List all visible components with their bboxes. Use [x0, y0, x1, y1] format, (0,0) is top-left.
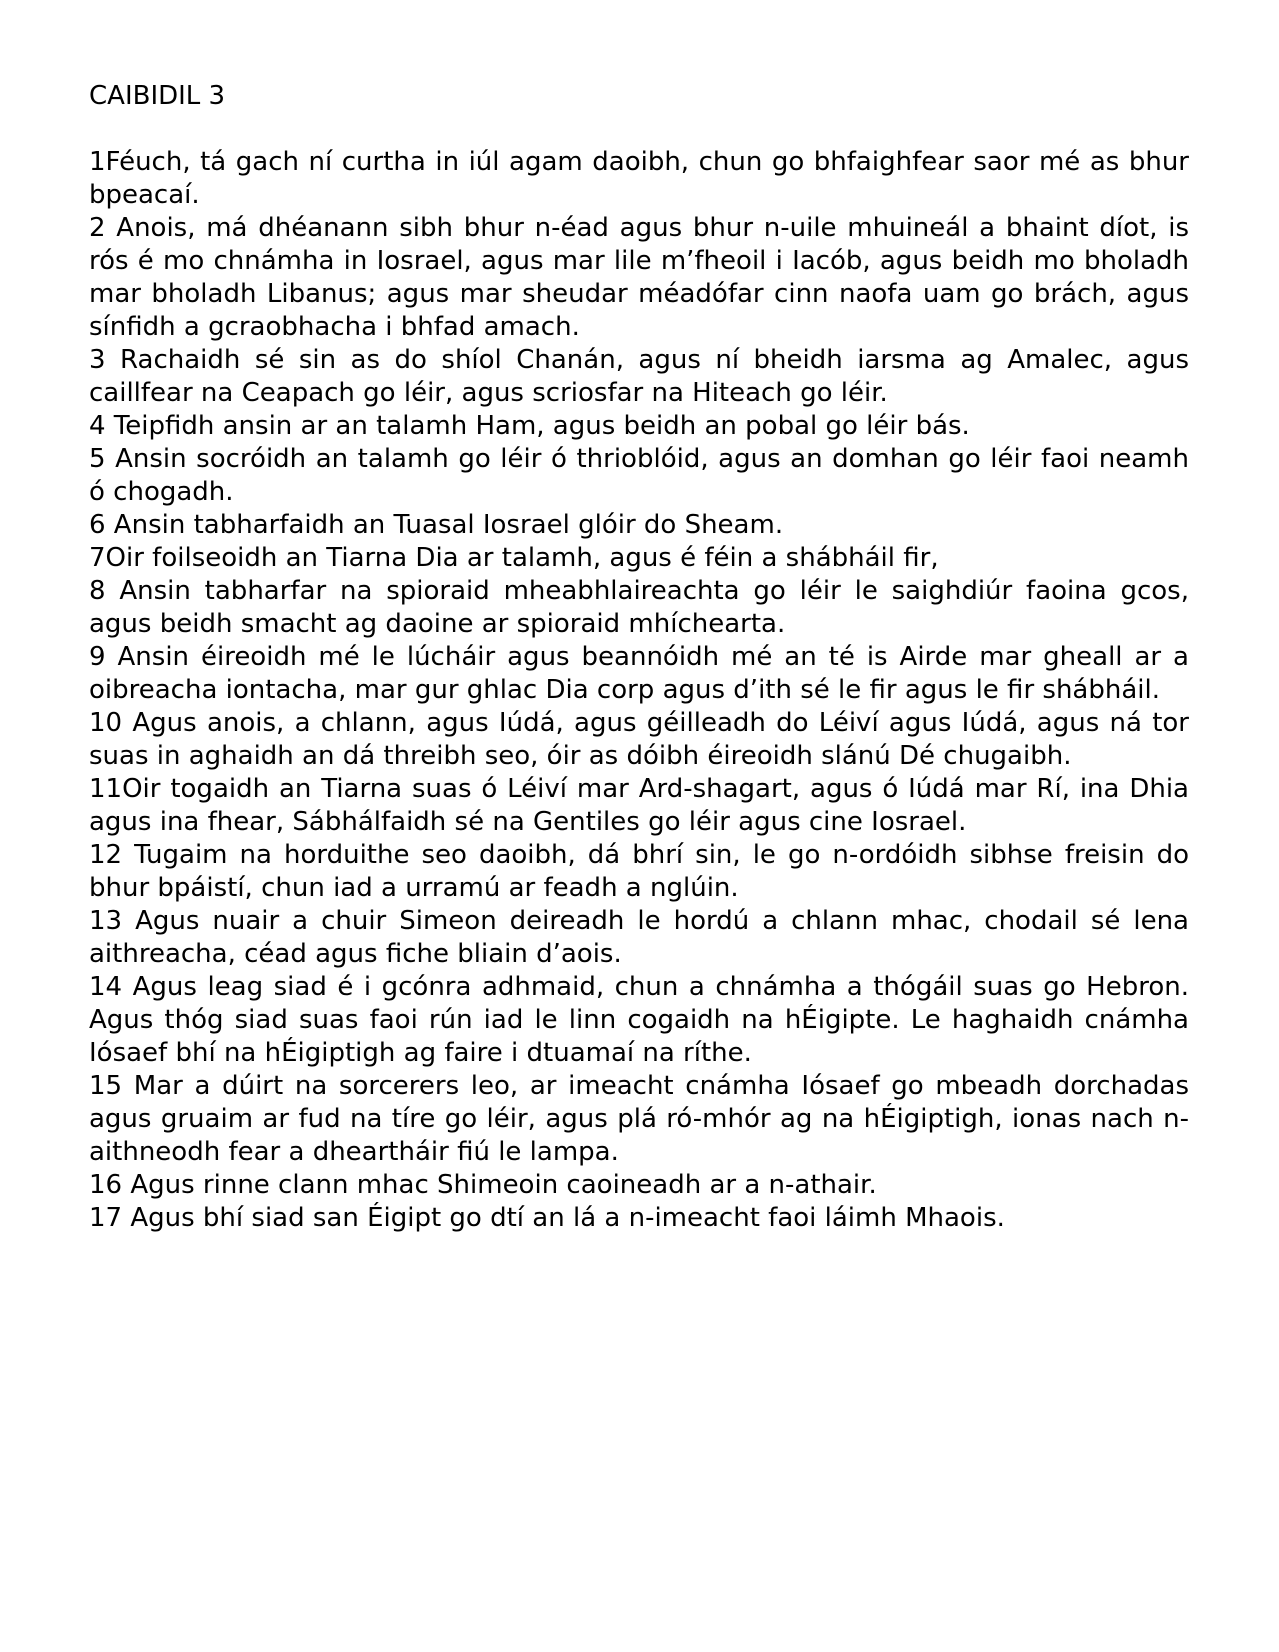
- verse-14: 14 Agus leag siad é i gcónra adhmaid, chun a chnámha a thógáil suas go Hebron. Agus thóg siad suas faoi rún iad le linn cogaidh na hÉigipte. Le haghaidh cnámha Iósaef bhí na hÉigiptigh ag faire i dtuamaí na ríthe.: [89, 972, 1189, 1068]
- verse-6: 6 Ansin tabharfaidh an Tuasal Iosrael glóir do Sheam.: [89, 510, 784, 540]
- verse-2: 2 Anois, má dhéanann sibh bhur n-éad agus bhur n-uile mhuineál a bhaint díot, is rós é mo chnámha in Iosrael, agus mar lile m’fheoil i Iacób, agus beidh mo bholadh mar bholadh Libanus; agus mar sheudar méadófar cinn naofa uam go brách, agus sínfidh a gcraobhacha i bhfad amach.: [89, 213, 1189, 342]
- verse-13: 13 Agus nuair a chuir Simeon deireadh le hordú a chlann mhac, chodail sé lena aithreacha, céad agus fiche bliain d’aois.: [89, 906, 1189, 969]
- verse-7: 7Oir foilseoidh an Tiarna Dia ar talamh, agus é féin a shábháil fir,: [89, 543, 939, 573]
- verse-4: 4 Teipfidh ansin ar an talamh Ham, agus beidh an pobal go léir bás.: [89, 411, 970, 441]
- chapter-title: CAIBIDIL 3: [89, 81, 226, 111]
- verse-17: 17 Agus bhí siad san Éigipt go dtí an lá a n-imeacht faoi láimh Mhaois.: [89, 1203, 1005, 1233]
- verse-3: 3 Rachaidh sé sin as do shíol Chanán, agus ní bheidh iarsma ag Amalec, agus caillfear na Ceapach go léir, agus scriosfar na Hiteach go léir.: [89, 345, 1189, 408]
- verse-1: 1Féuch, tá gach ní curtha in iúl agam daoibh, chun go bhfaighfear saor mé as bhur bpeacaí.: [89, 147, 1189, 210]
- verse-10: 10 Agus anois, a chlann, agus Iúdá, agus géilleadh do Léiví agus Iúdá, agus ná tor suas in aghaidh an dá threibh seo, óir as dóibh éireoidh slánú Dé chugaibh.: [89, 708, 1189, 771]
- verse-8: 8 Ansin tabharfar na spioraid mheabhlaireachta go léir le saighdiúr faoina gcos, agus beidh smacht ag daoine ar spioraid mhíchearta.: [89, 576, 1189, 639]
- verse-12: 12 Tugaim na horduithe seo daoibh, dá bhrí sin, le go n-ordóidh sibhse freisin do bhur bpáistí, chun iad a urramú ar feadh a nglúin.: [89, 840, 1189, 903]
- verse-11: 11Oir togaidh an Tiarna suas ó Léiví mar Ard-shagart, agus ó Iúdá mar Rí, ina Dhia agus ina fhear, Sábhálfaidh sé na Gentiles go léir agus cine Iosrael.: [89, 774, 1189, 837]
- verse-list: [89, 146, 1189, 1235]
- verse-9: 9 Ansin éireoidh mé le lúcháir agus beannóidh mé an té is Airde mar gheall ar a oibreacha iontacha, mar gur ghlac Dia corp agus d’ith sé le fir agus le fir shábháil.: [89, 642, 1189, 705]
- verse-16: 16 Agus rinne clann mhac Shimeoin caoineadh ar a n-athair.: [89, 1170, 877, 1200]
- verse-15: 15 Mar a dúirt na sorcerers leo, ar imeacht cnámha Iósaef go mbeadh dorchadas agus gruaim ar fud na tíre go léir, agus plá ró-mhór ag na hÉigiptigh, ionas nach n-aithneodh fear a dheartháir fiú le lampa.: [89, 1071, 1189, 1167]
- document-page: [89, 80, 1189, 1235]
- verse-5: 5 Ansin socróidh an talamh go léir ó thrioblóid, agus an domhan go léir faoi neamh ó chogadh.: [89, 444, 1189, 507]
